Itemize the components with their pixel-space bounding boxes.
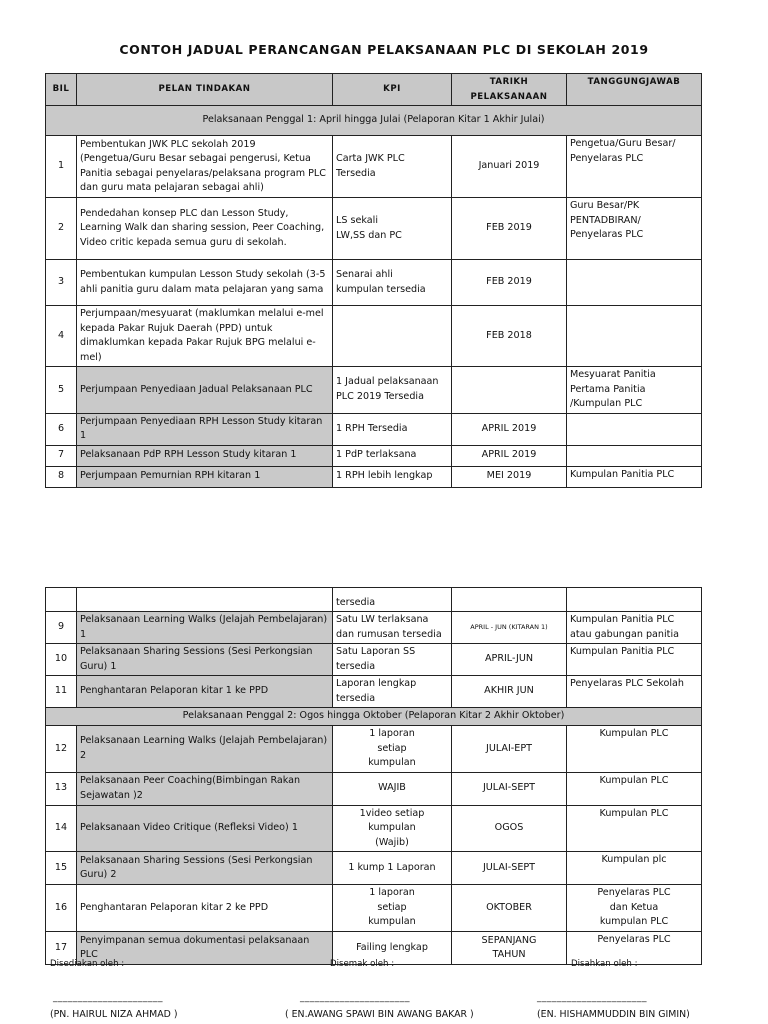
cell-tanggungjawab <box>567 413 702 445</box>
cell-pelan-tindakan: Pendedahan konsep PLC dan Lesson Study, Learning Walk dan sharing session, Peer Coaching, Video critic kepada semua guru di sekolah. <box>77 198 333 260</box>
cell-pelan-tindakan: Penghantaran Pelaporan kitar 2 ke PPD <box>77 885 333 932</box>
cell-bil: 8 <box>46 466 77 487</box>
cell-empty <box>567 588 702 612</box>
cell-tarikh: APRIL 2019 <box>452 445 567 466</box>
cell-kpi: 1 PdP terlaksana <box>333 445 452 466</box>
table-row <box>46 772 702 805</box>
table-row <box>46 260 702 306</box>
cell-tanggungjawab: Guru Besar/PK PENTADBIRAN/ Penyelaras PLC <box>567 198 702 260</box>
cell-kpi: LS sekali LW,SS dan PC <box>333 198 452 260</box>
header-tarikh <box>452 74 567 106</box>
cell-tanggungjawab: Kumpulan PLC <box>567 726 702 773</box>
cell-bil: 4 <box>46 306 77 367</box>
cell-empty <box>46 588 77 612</box>
cell-tarikh: OGOS <box>452 805 567 852</box>
cell-bil: 16 <box>46 885 77 932</box>
cell-bil: 3 <box>46 260 77 306</box>
table-row <box>46 852 702 885</box>
cell-tarikh: JULAI-EPT <box>452 726 567 773</box>
cell-tanggungjawab: Kumpulan Panitia PLC <box>567 466 702 487</box>
cell-bil: 9 <box>46 612 77 644</box>
cell-kpi: Laporan lengkap tersedia <box>333 676 452 708</box>
cell-tarikh: JULAI-SEPT <box>452 772 567 805</box>
table-row <box>46 367 702 414</box>
cell-tanggungjawab <box>567 306 702 367</box>
cell-tarikh: MEI 2019 <box>452 466 567 487</box>
rows-group-1 <box>46 136 702 488</box>
table-row <box>46 805 702 852</box>
table-row <box>46 198 702 260</box>
table-row <box>46 726 702 773</box>
cell-pelan-tindakan: Pelaksanaan PdP RPH Lesson Study kitaran 1 <box>77 445 333 466</box>
cell-bil: 11 <box>46 676 77 708</box>
signatory-2: ( EN.AWANG SPAWI BIN AWANG BAKAR ) <box>285 1009 474 1020</box>
section-row-penggal-2 <box>46 708 702 726</box>
footer-disahkan-label: Disahkan oleh : <box>571 959 638 969</box>
signature-line-1: ______________________ <box>53 993 163 1003</box>
cell-bil: 15 <box>46 852 77 885</box>
cell-empty <box>77 588 333 612</box>
table-row <box>46 466 702 487</box>
footer-disemak-label: Disemak oleh : <box>330 959 395 969</box>
signatory-3: (EN. HISHAMMUDDIN BIN GIMIN) <box>537 1009 690 1020</box>
plan-table-part-1 <box>45 73 702 488</box>
cell-bil: 1 <box>46 136 77 198</box>
header-tarikh-line2: PELAKSANAAN <box>470 91 548 102</box>
cell-pelan-tindakan: Pelaksanaan Learning Walks (Jelajah Pembelajaran) 2 <box>77 726 333 773</box>
signature-line-3: ______________________ <box>537 993 647 1003</box>
cell-bil: 14 <box>46 805 77 852</box>
rows-group-2a <box>46 612 702 708</box>
cell-kpi: 1 kump 1 Laporan <box>333 852 452 885</box>
header-tarikh-line1: TARIKH <box>489 77 529 87</box>
cell-tarikh: APRIL 2019 <box>452 413 567 445</box>
table-row <box>46 445 702 466</box>
cell-pelan-tindakan: Pelaksanaan Sharing Sessions (Sesi Perkongsian Guru) 1 <box>77 644 333 676</box>
table-row <box>46 136 702 198</box>
table-row <box>46 612 702 644</box>
cell-tarikh: AKHIR JUN <box>452 676 567 708</box>
table-row <box>46 413 702 445</box>
cell-tanggungjawab: Kumpulan plc <box>567 852 702 885</box>
cell-bil: 10 <box>46 644 77 676</box>
table-row-continuation <box>46 588 702 612</box>
cell-pelan-tindakan: Perjumpaan Penyediaan Jadual Pelaksanaan PLC <box>77 367 333 414</box>
cell-pelan-tindakan: Pelaksanaan Sharing Sessions (Sesi Perkongsian Guru) 2 <box>77 852 333 885</box>
cell-pelan-tindakan: Pelaksanaan Peer Coaching(Bimbingan Rakan Sejawatan )2 <box>77 772 333 805</box>
cell-pelan-tindakan: Penghantaran Pelaporan kitar 1 ke PPD <box>77 676 333 708</box>
cell-tanggungjawab: Kumpulan PLC <box>567 805 702 852</box>
cell-tanggungjawab: Kumpulan Panitia PLC <box>567 644 702 676</box>
cell-bil: 17 <box>46 932 77 965</box>
signature-line-2: ______________________ <box>300 993 410 1003</box>
section-penggal-1: Pelaksanaan Penggal 1: April hingga Julai (Pelaporan Kitar 1 Akhir Julai) <box>46 106 702 136</box>
cell-kpi: WAJIB <box>333 772 452 805</box>
table-header-row <box>46 74 702 106</box>
cell-tarikh: SEPANJANG TAHUN <box>452 932 567 965</box>
cell-pelan-tindakan: Pelaksanaan Learning Walks (Jelajah Pembelajaran) 1 <box>77 612 333 644</box>
cell-pelan-tindakan: Perjumpaan/mesyuarat (maklumkan melalui e-mel kepada Pakar Rujuk Daerah (PPD) untuk dimaklumkan kepada Pakar Rujuk BPG melalui e-mel) <box>77 306 333 367</box>
cell-tanggungjawab: Penyelaras PLC dan Ketua kumpulan PLC <box>567 885 702 932</box>
cell-tanggungjawab: Kumpulan Panitia PLC atau gabungan panitia <box>567 612 702 644</box>
cell-kpi: Senarai ahli kumpulan tersedia <box>333 260 452 306</box>
cell-pelan-tindakan: Perjumpaan Pemurnian RPH kitaran 1 <box>77 466 333 487</box>
signatory-1: (PN. HAIRUL NIZA AHMAD ) <box>50 1009 178 1020</box>
cell-pelan-tindakan: Penyimpanan semua dokumentasi pelaksanaan PLC <box>77 932 333 965</box>
footer-disediakan-label: Disediakan oleh : <box>50 959 125 969</box>
cell-kpi: 1video setiap kumpulan (Wajib) <box>333 805 452 852</box>
cell-pelan-tindakan: Perjumpaan Penyediaan RPH Lesson Study kitaran 1 <box>77 413 333 445</box>
cell-tarikh: Januari 2019 <box>452 136 567 198</box>
cell-bil: 13 <box>46 772 77 805</box>
cell-pelan-tindakan: Pelaksanaan Video Critique (Refleksi Video) 1 <box>77 805 333 852</box>
cell-kpi: Satu Laporan SS tersedia <box>333 644 452 676</box>
cell-kpi: Carta JWK PLC Tersedia <box>333 136 452 198</box>
cell-tarikh: APRIL-JUN <box>452 644 567 676</box>
table-row <box>46 644 702 676</box>
cell-tanggungjawab: Kumpulan PLC <box>567 772 702 805</box>
rows-group-2b <box>46 726 702 965</box>
plan-table-part-2 <box>45 587 702 965</box>
header-kpi: KPI <box>333 74 452 106</box>
cell-empty <box>452 588 567 612</box>
cell-kpi: 1 laporan setiap kumpulan <box>333 726 452 773</box>
cell-tanggungjawab <box>567 260 702 306</box>
cell-kpi <box>333 306 452 367</box>
cell-pelan-tindakan: Pembentukan kumpulan Lesson Study sekolah (3-5 ahli panitia guru dalam mata pelajaran yang sama <box>77 260 333 306</box>
cell-bil: 5 <box>46 367 77 414</box>
cell-kpi: 1 Jadual pelaksanaan PLC 2019 Tersedia <box>333 367 452 414</box>
cell-tarikh: FEB 2018 <box>452 306 567 367</box>
cell-tanggungjawab: Pengetua/Guru Besar/ Penyelaras PLC <box>567 136 702 198</box>
header-bil: BIL <box>46 74 77 106</box>
cell-tanggungjawab: Penyelaras PLC <box>567 932 702 965</box>
cell-kpi: 1 RPH Tersedia <box>333 413 452 445</box>
cell-kpi-continuation: tersedia <box>333 588 452 612</box>
cell-tarikh: APRIL - JUN (KITARAN 1) <box>452 612 567 644</box>
cell-tanggungjawab <box>567 445 702 466</box>
header-tanggungjawab: TANGGUNGJAWAB <box>567 74 702 106</box>
header-pelan-tindakan: PELAN TINDAKAN <box>77 74 333 106</box>
cell-tarikh: OKTOBER <box>452 885 567 932</box>
section-row-penggal-1 <box>46 106 702 136</box>
table-row <box>46 676 702 708</box>
cell-kpi: 1 laporan setiap kumpulan <box>333 885 452 932</box>
cell-pelan-tindakan: Pembentukan JWK PLC sekolah 2019 (Pengetua/Guru Besar sebagai pengerusi, Ketua Panitia sebagai penyelaras/pelaksana program PLC dan guru mata pelajaran sebagai ahli) <box>77 136 333 198</box>
cell-tarikh: JULAI-SEPT <box>452 852 567 885</box>
cell-bil: 6 <box>46 413 77 445</box>
cell-tarikh <box>452 367 567 414</box>
table-row <box>46 306 702 367</box>
cell-kpi: Satu LW terlaksana dan rumusan tersedia <box>333 612 452 644</box>
cell-kpi: 1 RPH lebih lengkap <box>333 466 452 487</box>
table-row <box>46 885 702 932</box>
cell-tanggungjawab: Mesyuarat Panitia Pertama Panitia /Kumpulan PLC <box>567 367 702 414</box>
cell-bil: 12 <box>46 726 77 773</box>
cell-tanggungjawab: Penyelaras PLC Sekolah <box>567 676 702 708</box>
cell-tarikh: FEB 2019 <box>452 260 567 306</box>
cell-kpi: Failing lengkap <box>333 932 452 965</box>
cell-bil: 7 <box>46 445 77 466</box>
page-title: CONTOH JADUAL PERANCANGAN PELAKSANAAN PLC DI SEKOLAH 2019 <box>119 42 649 57</box>
cell-bil: 2 <box>46 198 77 260</box>
cell-tarikh: FEB 2019 <box>452 198 567 260</box>
section-penggal-2: Pelaksanaan Penggal 2: Ogos hingga Oktober (Pelaporan Kitar 2 Akhir Oktober) <box>46 708 702 726</box>
